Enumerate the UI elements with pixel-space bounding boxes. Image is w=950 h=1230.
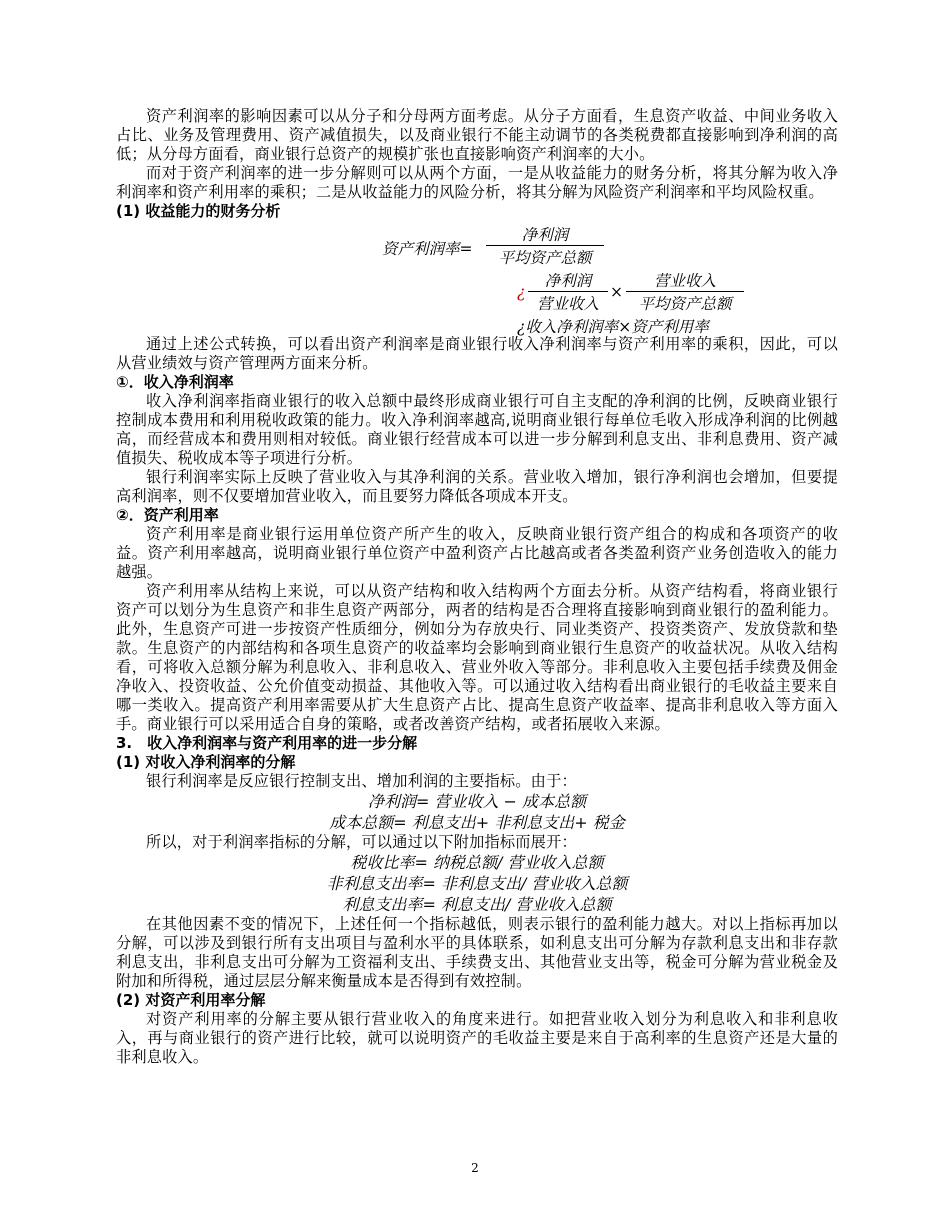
section-heading: (1) 收益能力的财务分析 bbox=[116, 202, 281, 220]
formula-fraction bbox=[486, 223, 604, 268]
paragraph: 银行利润率实际上反映了营业收入与其净利润的关系。营业收入增加，银行净利润也会增加，但要提高利润率，则不仅要增加营业收入，而且要努力降低各项成本开支。 bbox=[116, 468, 838, 505]
fraction-denominator: 平均资产总额 bbox=[638, 295, 732, 313]
page-number: 2 bbox=[471, 1161, 479, 1175]
paragraph: 对资产利用率的分解主要从银行营业收入的角度来进行。如把营业收入划分为利息收入和非利息收入，再与商业银行的资产进行比较，就可以说明资产的毛收益主要是来自于高利率的生息资产还是大量的非利息收入。 bbox=[116, 1010, 838, 1066]
section-heading: ②．资产利用率 bbox=[116, 506, 219, 524]
formula-times: × bbox=[610, 283, 623, 301]
paragraph: 资产利用率从结构上来说，可以从资产结构和收入结构两个方面去分析。从资产结构看，将商业银行资产可以划分为生息资产和非生息资产两部分，两者的结构是否合理将直接影响到商业银行的盈利能力。此外，生息资产可进一步按资产性质细分，例如分为存放央行、同业类资产、投资类资产、发放贷款和垫款。生息资产的内部结构和各项生息资产的收益率均会影响到商业银行生息资产的收益状况。从收入结构看，可将收入总额分解为利息收入、非利息收入、营业外收入等部分。非利息收入主要包括手续费及佣金净收入、投资收益、公允价值变动损益、其他收入等。可以通过收入结构看出商业银行的毛收益主要来自哪一类收入。提高资产利用率需要从扩大生息资产占比、提高生息资产收益率、提高非利息收入等方面入手。商业银行可以采用适合自身的策略，或者改善资产结构，或者拓展收入来源。 bbox=[116, 582, 838, 733]
section-heading: (1) 对收入净利润率的分解 bbox=[116, 753, 296, 771]
paragraph: 银行利润率是反应银行控制支出、增加利润的主要指标。由于： bbox=[146, 772, 577, 790]
fraction-numerator: 净利润 bbox=[544, 272, 592, 290]
section-heading: (2) 对资产利用率分解 bbox=[116, 991, 266, 1009]
fraction-numerator: 营业收入 bbox=[653, 272, 716, 290]
equation: 税收比率= 纳税总额/ 营业收入总额 bbox=[350, 853, 604, 872]
formula-prefix: ¿ bbox=[517, 283, 526, 301]
fraction-denominator: 营业收入 bbox=[536, 295, 599, 313]
formula-result: ¿收入净利润率×资产利用率 bbox=[517, 318, 709, 336]
paragraph: 收入净利润率指商业银行的收入总额中最终形成商业银行可自主支配的净利润的比例，反映商业银行控制成本费用和利用税收政策的能力。收入净利润率越高,说明商业银行每单位毛收入形成净利润的比例越高，而经营成本和费用则相对较低。商业银行经营成本可以进一步分解到利息支出、非利息费用、资产减值损失、税收成本等子项进行分析。 bbox=[116, 392, 838, 467]
fraction-numerator: 净利润 bbox=[521, 226, 569, 244]
equation: 利息支出率= 利息支出/ 营业收入总额 bbox=[342, 895, 612, 914]
paragraph: 所以，对于利润率指标的分解，可以通过以下附加指标而展开： bbox=[146, 833, 577, 851]
section-heading: 3. 收入净利润率与资产利用率的进一步分解 bbox=[116, 734, 418, 752]
paragraph: 资产利用率是商业银行运用单位资产所产生的收入，反映商业银行资产组合的构成和各项资产的收益。资产利用率越高，说明商业银行单位资产中盈利资产占比越高或者各类盈利资产业务创造收入的能力越强。 bbox=[116, 525, 838, 581]
equation: 净利润= 营业收入 − 成本总额 bbox=[367, 792, 587, 811]
formula-fraction bbox=[528, 269, 608, 314]
section-heading: ①．收入净利润率 bbox=[116, 373, 234, 391]
paragraph: 而对于资产利润率的进一步分解则可以从两个方面，一是从收益能力的财务分析，将其分解为收入净利润率和资产利用率的乘积；二是从收益能力的风险分析，将其分解为风险资产利润率和平均风险权重。 bbox=[116, 164, 838, 201]
equation: 非利息支出率= 非利息支出/ 营业收入总额 bbox=[326, 874, 628, 893]
paragraph: 资产利润率的影响因素可以从分子和分母两方面考虑。从分子方面看，生息资产收益、中间业务收入占比、业务及管理费用、资产减值损失，以及商业银行不能主动调节的各类税费都直接影响到净利润的高低；从分母方面看，商业银行总资产的规模扩张也直接影响资产利润率的大小。 bbox=[116, 107, 838, 163]
formula-fraction bbox=[626, 269, 744, 314]
formula-block bbox=[116, 221, 838, 335]
formula-lhs: 资产利润率= bbox=[382, 240, 473, 258]
paragraph: 在其他因素不变的情况下，上述任何一个指标越低，则表示银行的盈利能力越大。对以上指标再加以分解，可以涉及到银行所有支出项目与盈利水平的具体联系，如利息支出可分解为存款利息支出和非存款利息支出，非利息支出可分解为工资福利支出、手续费支出、其他营业支出等，税金可分解为营业税金及附加和所得税，通过层层分解来衡量成本是否得到有效控制。 bbox=[116, 915, 838, 990]
document-body bbox=[116, 107, 838, 1067]
paragraph: 通过上述公式转换，可以看出资产利润率是商业银行收入净利润率与资产利用率的乘积，因此，可以从营业绩效与资产管理两方面来分析。 bbox=[116, 335, 838, 372]
fraction-denominator: 平均资产总额 bbox=[498, 249, 592, 267]
equation: 成本总额= 利息支出+ 非利息支出+ 税金 bbox=[329, 813, 625, 832]
